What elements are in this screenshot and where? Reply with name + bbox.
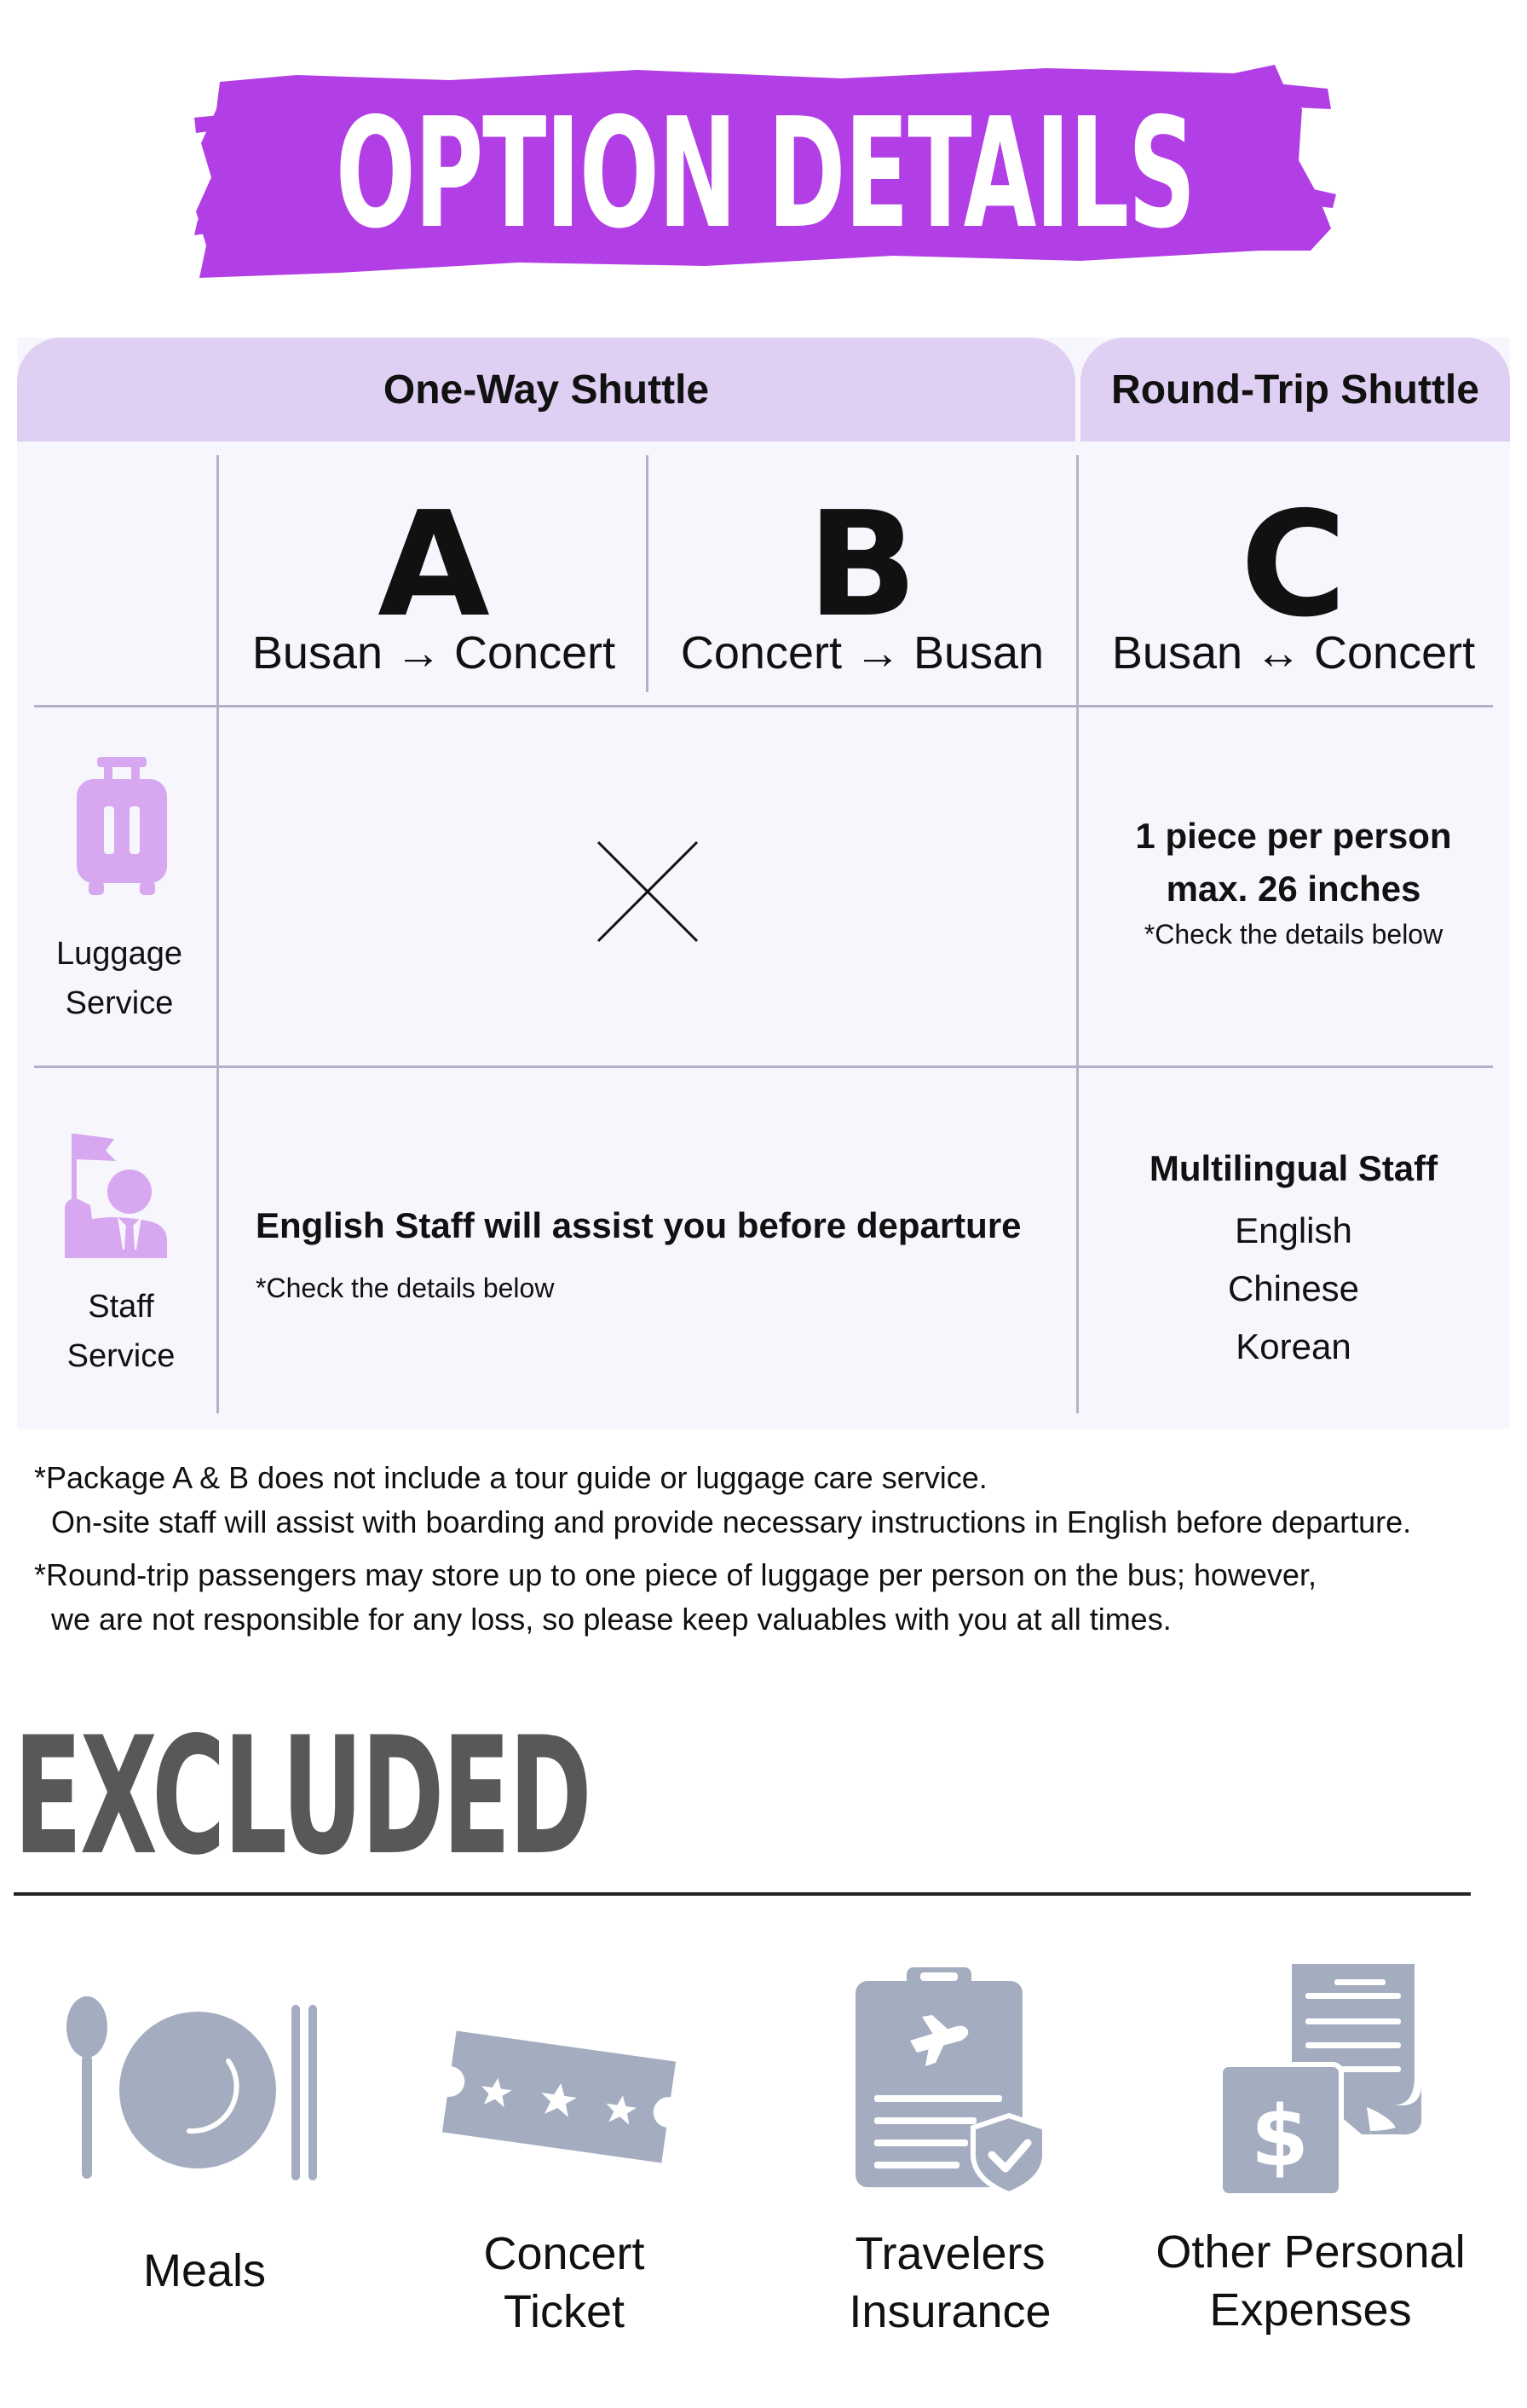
insurance-icon	[852, 1966, 1048, 2196]
expenses-icon	[1217, 1960, 1430, 2199]
luggage-label-line: Service	[65, 985, 174, 1021]
option-letter-a: A	[377, 481, 490, 650]
staff-guide-icon	[61, 1130, 170, 1258]
excluded-item-label: Expenses	[1209, 2284, 1412, 2336]
luggage-service-label	[26, 929, 213, 1028]
footnote-line: *Package A & B does not include a tour guide or luggage care service.	[34, 1460, 988, 1495]
language-item: Chinese	[1227, 1268, 1360, 1308]
not-included-x-icon	[596, 840, 699, 943]
divider	[646, 455, 648, 692]
option-letter-c: C	[1240, 481, 1347, 650]
staff-service-label	[26, 1282, 216, 1381]
excluded-item-label: Concert	[483, 2228, 645, 2279]
language-item: Korean	[1236, 1326, 1351, 1366]
header-one-way-shuttle: One-Way Shuttle	[17, 338, 1075, 442]
excluded-item-other-personal-expenses	[1123, 2223, 1498, 2339]
meals-icon	[61, 1995, 326, 2182]
ticket-icon	[431, 2020, 687, 2174]
luggage-limit-text	[1079, 810, 1508, 915]
option-route-b: Concert → Busan	[680, 627, 1045, 679]
excluded-heading: EXCLUDED	[14, 1702, 591, 1891]
footnote-line: *Round-trip passengers may store up to one piece of luggage per person on the bus; however,	[34, 1557, 1317, 1592]
divider	[34, 1065, 1493, 1068]
page-title: OPTION DETAILS	[335, 84, 1196, 262]
option-route-a: Busan → Concert	[251, 627, 616, 679]
footnote-line: we are not responsible for any loss, so please keep valuables with you at all times.	[34, 1602, 1172, 1637]
luggage-limit-line: 1 piece per person	[1135, 816, 1452, 856]
excluded-item-label: Other Personal	[1155, 2226, 1466, 2278]
excluded-item-travelers-insurance	[818, 2225, 1082, 2341]
excluded-divider	[14, 1892, 1471, 1896]
divider	[216, 455, 219, 1413]
excluded-item-label: Insurance	[849, 2286, 1052, 2337]
header-round-trip-shuttle: Round-Trip Shuttle	[1080, 338, 1510, 442]
excluded-item-label: Ticket	[503, 2286, 625, 2337]
luggage-icon	[75, 754, 169, 900]
excluded-item-meals	[77, 2242, 332, 2300]
luggage-limit-line: max. 26 inches	[1166, 869, 1421, 909]
footnotes	[34, 1456, 1411, 1642]
divider	[34, 705, 1493, 707]
english-staff-text: English Staff will assist you before departure	[256, 1205, 1022, 1245]
excluded-item-label: Meals	[142, 2245, 267, 2296]
staff-label-line: Service	[66, 1338, 176, 1374]
option-route-c: Busan ↔ Concert	[1111, 627, 1476, 679]
multilingual-staff-title: Multilingual Staff	[1149, 1148, 1438, 1188]
luggage-note: *Check the details below	[1144, 919, 1443, 950]
luggage-label-line: Luggage	[56, 936, 182, 972]
language-list	[1079, 1202, 1508, 1376]
excluded-item-concert-ticket	[436, 2225, 692, 2341]
language-item: English	[1235, 1210, 1352, 1250]
excluded-item-label: Travelers	[855, 2228, 1046, 2279]
staff-label-line: Staff	[88, 1289, 154, 1325]
option-letter-b: B	[807, 481, 918, 650]
staff-note: *Check the details below	[256, 1273, 555, 1303]
svg-text:$: $	[1250, 2088, 1310, 2186]
footnote-line: On-site staff will assist with boarding and provide necessary instructions in English before departure.	[34, 1504, 1412, 1539]
